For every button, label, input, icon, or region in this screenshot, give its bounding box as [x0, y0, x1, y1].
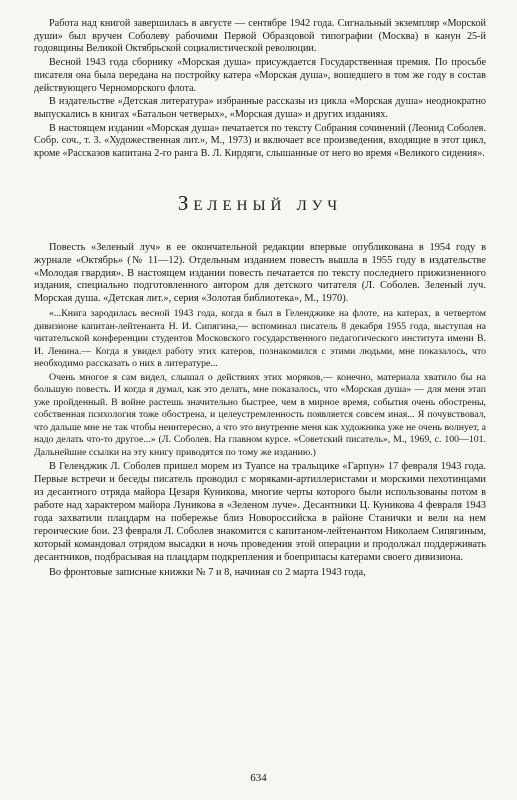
intro-paragraph: Повесть «Зеленый луч» в ее окончательной редакции впервые опубликована в 1954 году в журнале «Октябрь» (№ 11—12). Отдельным изданием повесть вышла в 1955 году в издательстве «Молодая гвардия». В настоящем издании повесть печатается по тексту последнего прижизненного издания, специально подготовленного автором для детского читателя (Л. Соболев. Зеленый луч. Морская душа. «Детская лит.», серия «Золотая библиотека», М., 1970).: [34, 241, 486, 305]
document-page: [34, 18, 486, 579]
section-body: [34, 242, 486, 580]
page-number: 634: [250, 772, 267, 784]
section-title: Зеленый луч: [177, 190, 343, 215]
quote-block: [34, 308, 486, 459]
paragraph: Во фронтовые записные книжки № 7 и 8, начиная со 2 марта 1943 года,: [49, 566, 366, 578]
top-section: [34, 18, 486, 161]
paragraph: Весной 1943 года сборнику «Морская душа» присуждается Государственная премия. По просьбе писателя она была передана на постройку катера «Морская душа», вошедшего в том же году в состав действующего Черноморского флота.: [34, 57, 486, 94]
quote-paragraph: «...Книга зародилась весной 1943 года, когда я был в Геленджике на флоте, на катерах, в четвертом дивизионе капитан-лейтенанта Н. И. Сипягина,— вспоминал писатель 8 декабря 1955 года, выступая на читательской конференции студентов Московского государственного педагогического института имени В. И. Ленина.— Когда я увидел работу этих катеров, познакомился с этими людьми, мне показалось, что необходимо рассказать о них в литературе...: [34, 308, 486, 370]
continuation: [34, 461, 486, 579]
paragraph: Работа над книгой завершилась в августе — сентябре 1942 года. Сигнальный экземпляр «Морской души» был вручен Соболеву рабочими Первой Образцовой типографии (Москва) в канун 25-й годовщины Великой Октябрьской социалистической революции.: [34, 18, 486, 55]
paragraph: В Геленджик Л. Соболев пришел морем из Туапсе на тральщике «Гарпун» 17 февраля 1943 года. Первые встречи и беседы писатель проводил с моряками-артиллеристами и морскими пехотинцами из десантного отряда майора Цезаря Куникова, многие черты которого были использованы потом в работе над характером майора Луникова в «Зеленом луче». Десантники Ц. Куникова 4 февраля 1943 года захватили плацдарм на побережье близ Новороссийска в районе Станички и вели на нем героические бои. 23 февраля Л. Соболев знакомится с капитаном-лейтенантом Николаем Сипягиным, который командовал отрядом высадки в ночь проведения этой операции и продолжал поддерживать десантников, подбрасывая на плацдарм подкрепления и боеприпасы катерами своего дивизиона.: [34, 461, 486, 563]
paragraph: В издательстве «Детская литература» избранные рассказы из цикла «Морская душа» неоднократно выпускались в книгах «Батальон четверых», «Морская душа» и других изданиях.: [34, 96, 486, 120]
quote-paragraph: Очень многое я сам видел, слышал о действиях этих моряков,— конечно, материала хватило бы на большую повесть. И когда я думал, как это делать, мне показалось, что «Морская душа» — для меня этап уже пройденный. В войне растешь значительно быстрее, чем в мирное время, события очень обострены, собственная психология тоже обострена, и целеустремленность появляется совсем иная... Я почувствовал, что дальше мне не так чтобы неинтересно, а что это внутренне меня как художника уже не очень волнует, а надо делать что-то другое...» (Л. Соболев. На главном курсе. «Советский писатель», М., 1969, с. 100—101. Дальнейшие ссылки на эту книгу приводятся по тому же изданию.): [34, 371, 486, 458]
paragraph: В настоящем издании «Морская душа» печатается по тексту Собрания сочинений (Леонид Соболев. Собр. соч., т. 3. «Художественная лит.», М., 1973) и включает все произведения, входящие в этот цикл, кроме «Рассказов капитана 2-го ранга В. Л. Кирдяги, слышанные от него во время «Великого сидения».: [34, 122, 486, 160]
